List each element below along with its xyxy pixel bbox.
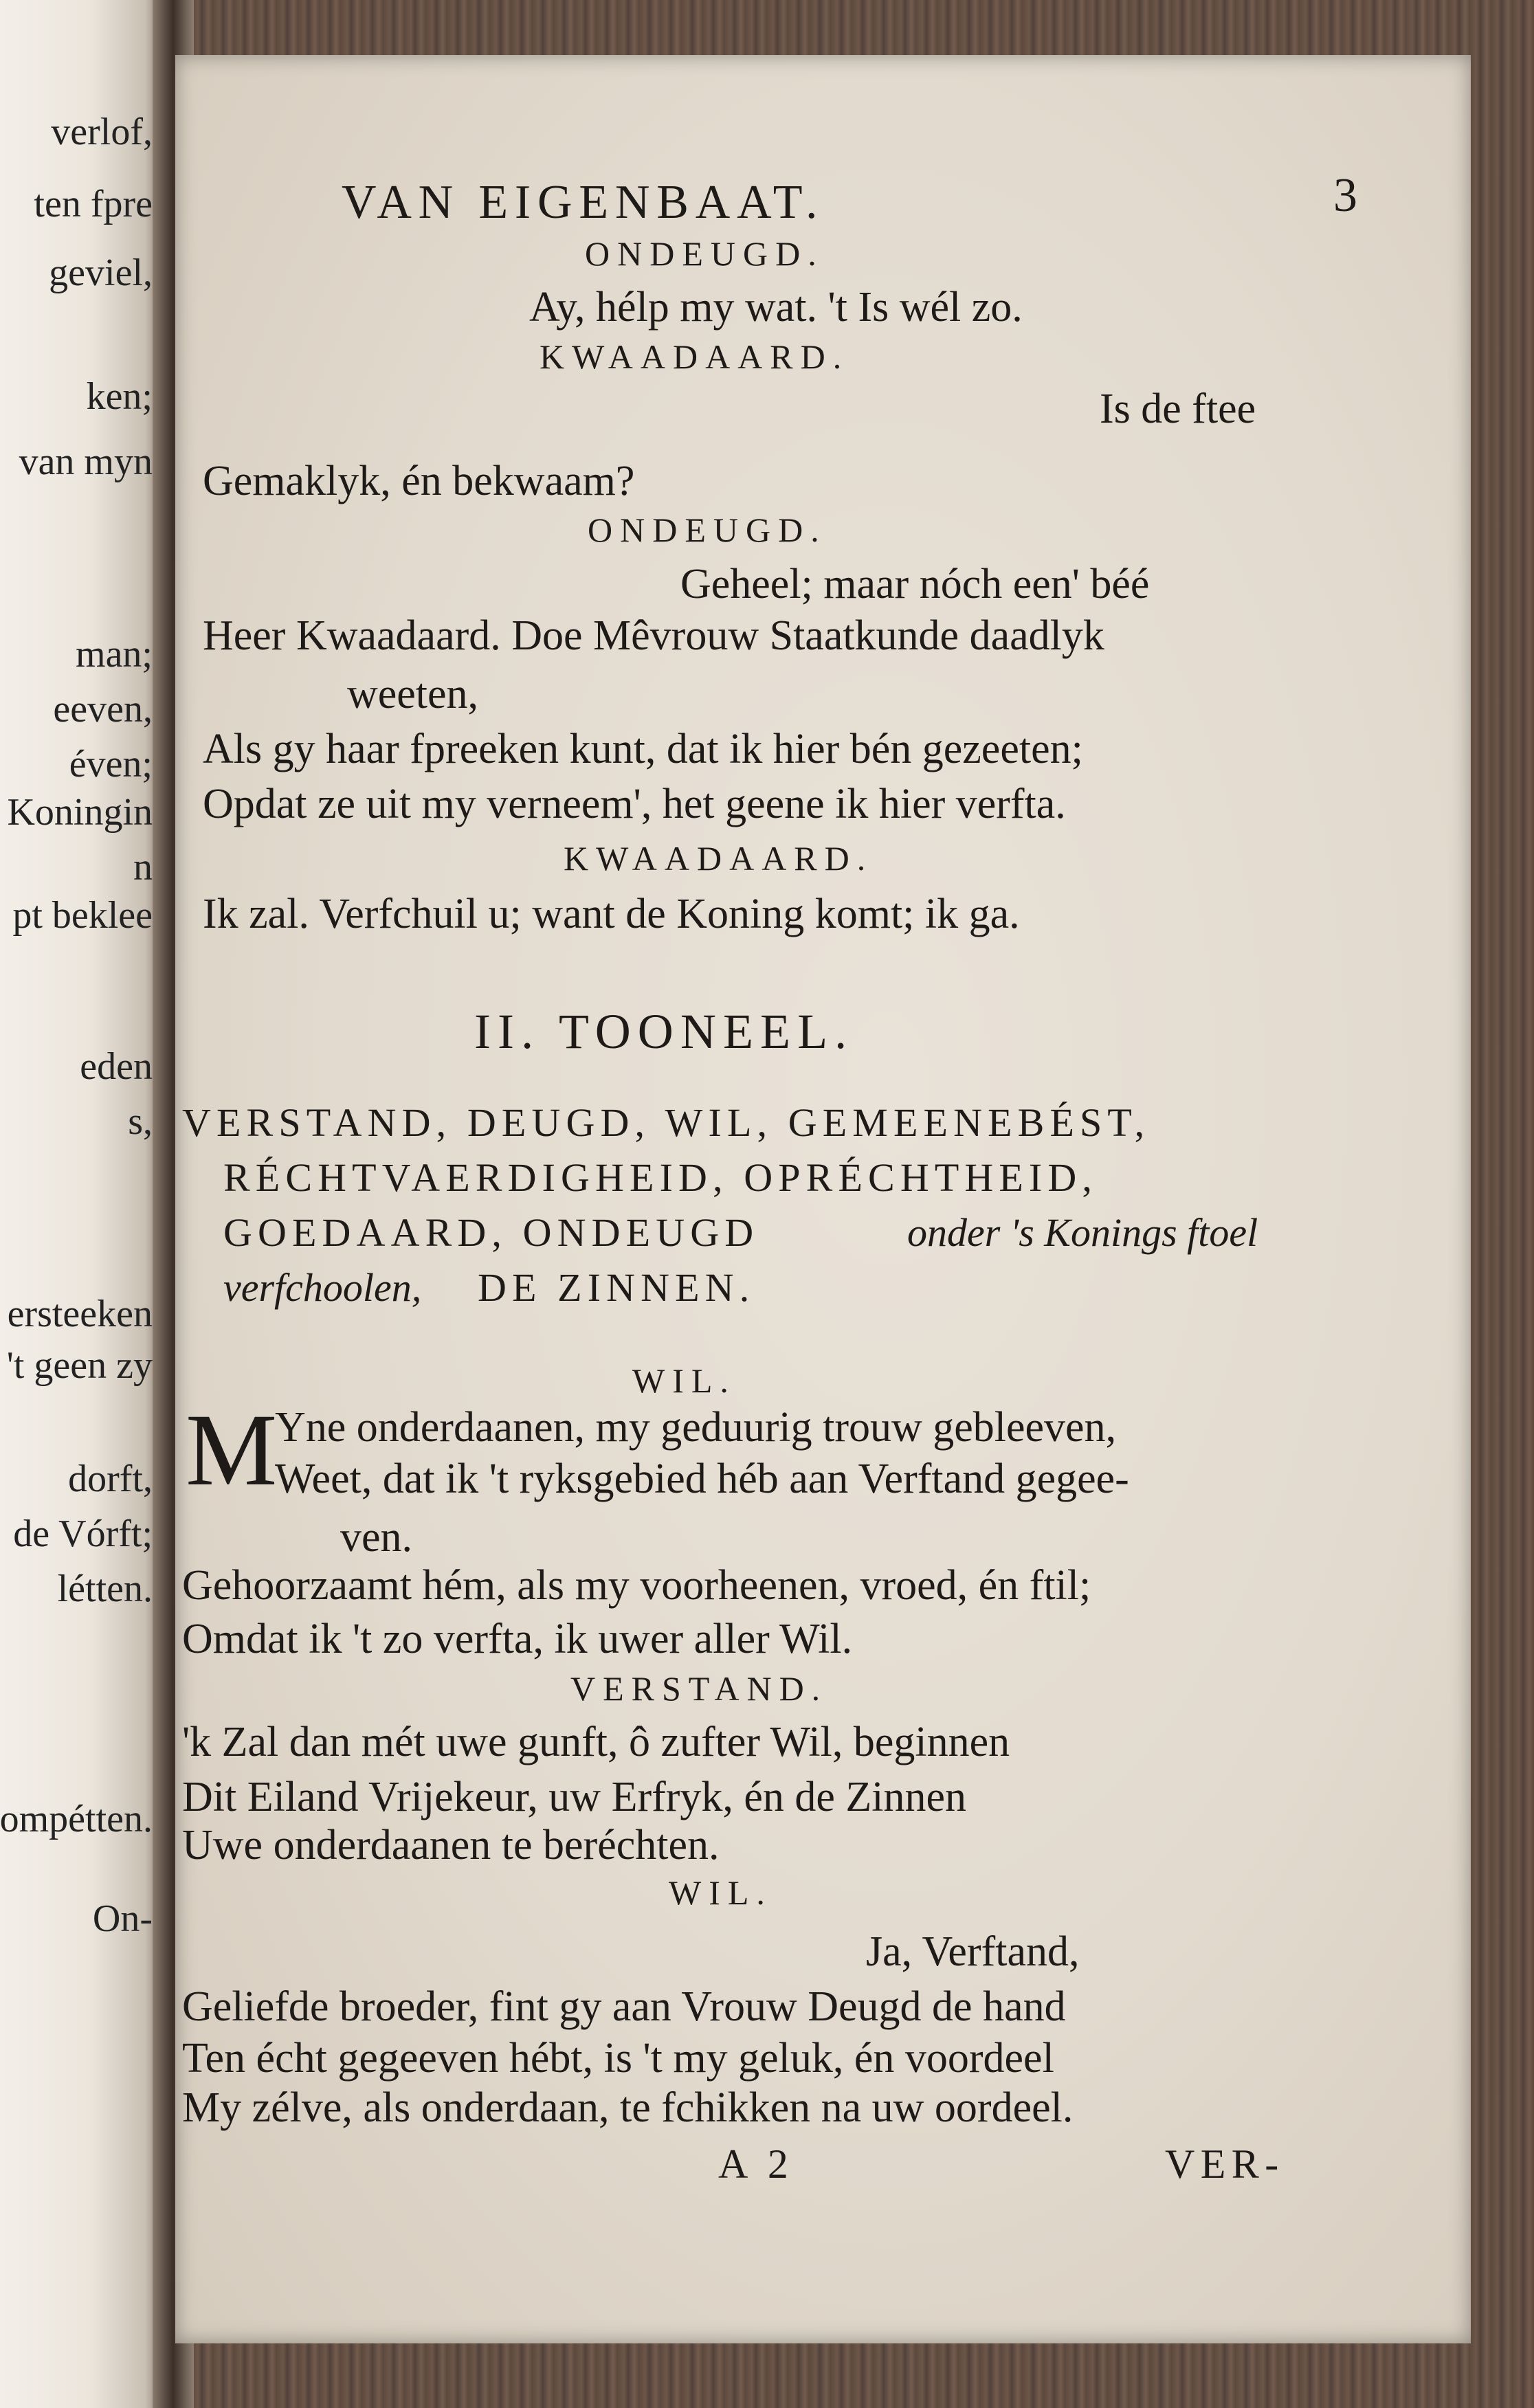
verse-line: Geheel; maar nóch een' béé: [680, 561, 1150, 607]
verse-line: Omdat ik 't zo verfta, ik uwer aller Wil.: [182, 1616, 853, 1662]
facing-page-fragment: ersteeken: [7, 1293, 153, 1335]
speaker-name: ONDEUGD.: [588, 511, 827, 549]
verse-line: Ik zal. Verfchuil u; want de Koning komt; ik ga.: [203, 891, 1020, 937]
signature-mark: A 2: [718, 2141, 794, 2187]
facing-page-fragment: van myn: [19, 441, 153, 483]
book-page: [175, 55, 1471, 2343]
running-head: VAN EIGENBAAT.: [342, 176, 825, 229]
verse-line: ven.: [340, 1514, 413, 1561]
drop-cap: M: [186, 1393, 278, 1507]
facing-page-fragment: s,: [128, 1100, 153, 1143]
facing-page-fragment: verlof,: [51, 111, 153, 153]
facing-page-fragment: geviel,: [49, 252, 153, 294]
verse-line: Ja, Verftand,: [866, 1928, 1080, 1975]
facing-page-fragment: létten.: [57, 1568, 153, 1610]
facing-page-fragment: Koningin: [7, 791, 153, 834]
verse-line: My zélve, als onderdaan, te fchikken na uw oordeel.: [182, 2084, 1074, 2131]
speaker-name: WIL.: [632, 1361, 736, 1400]
facing-page-fragment: éven;: [69, 743, 153, 785]
verse-line: Dit Eiland Vrijekeur, uw Erfryk, én de Zinnen: [182, 1774, 967, 1820]
facing-page-fragment: n: [133, 846, 153, 889]
facing-page-fragment: de Vórft;: [13, 1513, 153, 1555]
facing-page-fragment: 't geen zy: [6, 1344, 153, 1387]
verse-line: Weet, dat ik 't ryksgebied héb aan Verftand gegee-: [275, 1456, 1129, 1502]
cast-list-line: RÉCHTVAERDIGHEID, OPRÉCHTHEID,: [223, 1155, 1098, 1200]
facing-page-fragment: eden: [80, 1045, 153, 1088]
facing-page-fragment: ompétten.: [0, 1798, 153, 1840]
facing-page: [0, 0, 165, 2408]
speaker-name: KWAADAARD.: [540, 337, 849, 376]
verse-line: Gehoorzaamt hém, als my voorheenen, vroed, én ftil;: [182, 1562, 1091, 1609]
facing-page-fragment: dorft,: [68, 1458, 153, 1500]
facing-page-fragment: On-: [92, 1897, 153, 1940]
verse-line: Als gy haar fpreeken kunt, dat ik hier bén gezeeten;: [203, 726, 1083, 772]
speaker-name: VERSTAND.: [570, 1669, 828, 1708]
cast-list-line: VERSTAND, DEUGD, WIL, GEMEENEBÉST,: [182, 1100, 1150, 1145]
facing-page-fragment: pt beklee: [12, 894, 153, 937]
page-number: 3: [1333, 169, 1357, 222]
facing-page-fragment: ten fpre: [34, 183, 153, 225]
facing-page-fragment: ken;: [86, 375, 153, 418]
verse-line: Gemaklyk, én bekwaam?: [203, 458, 635, 504]
verse-line: Ay, hélp my wat. 't Is wél zo.: [529, 284, 1023, 331]
verse-line: Geliefde broeder, fint gy aan Vrouw Deugd de hand: [182, 1983, 1066, 2030]
verse-line: Heer Kwaadaard. Doe Mêvrouw Staatkunde daadlyk: [203, 612, 1104, 659]
cast-list-line: DE ZINNEN.: [478, 1265, 755, 1310]
scene-heading: II. TOONEEL.: [474, 1004, 854, 1059]
facing-page-fragment: eeven,: [53, 688, 153, 731]
cast-list-stage-direction: verfchoolen,: [223, 1265, 422, 1310]
facing-page-fragment: man;: [76, 633, 153, 676]
verse-line: Is de ftee: [1100, 386, 1256, 432]
verse-line: Yne onderdaanen, my geduurig trouw gebleeven,: [275, 1404, 1117, 1451]
verse-line: Ten écht gegeeven hébt, is 't my geluk, én voordeel: [182, 2035, 1054, 2082]
verse-line: 'k Zal dan mét uwe gunft, ô zufter Wil, beginnen: [182, 1719, 1010, 1765]
verse-line: weeten,: [347, 671, 479, 717]
verse-line: Uwe onderdaanen te beréchten.: [182, 1822, 720, 1869]
speaker-name: WIL.: [669, 1873, 772, 1912]
cast-list-stage-direction: onder 's Konings ftoel: [907, 1210, 1258, 1255]
verse-line: Opdat ze uit my verneem', het geene ik hier verfta.: [203, 781, 1066, 827]
cast-list-line: GOEDAARD, ONDEUGD: [223, 1210, 759, 1255]
speaker-name: KWAADAARD.: [564, 839, 874, 878]
speaker-name: ONDEUGD.: [585, 234, 824, 273]
catchword: VER-: [1165, 2141, 1285, 2187]
